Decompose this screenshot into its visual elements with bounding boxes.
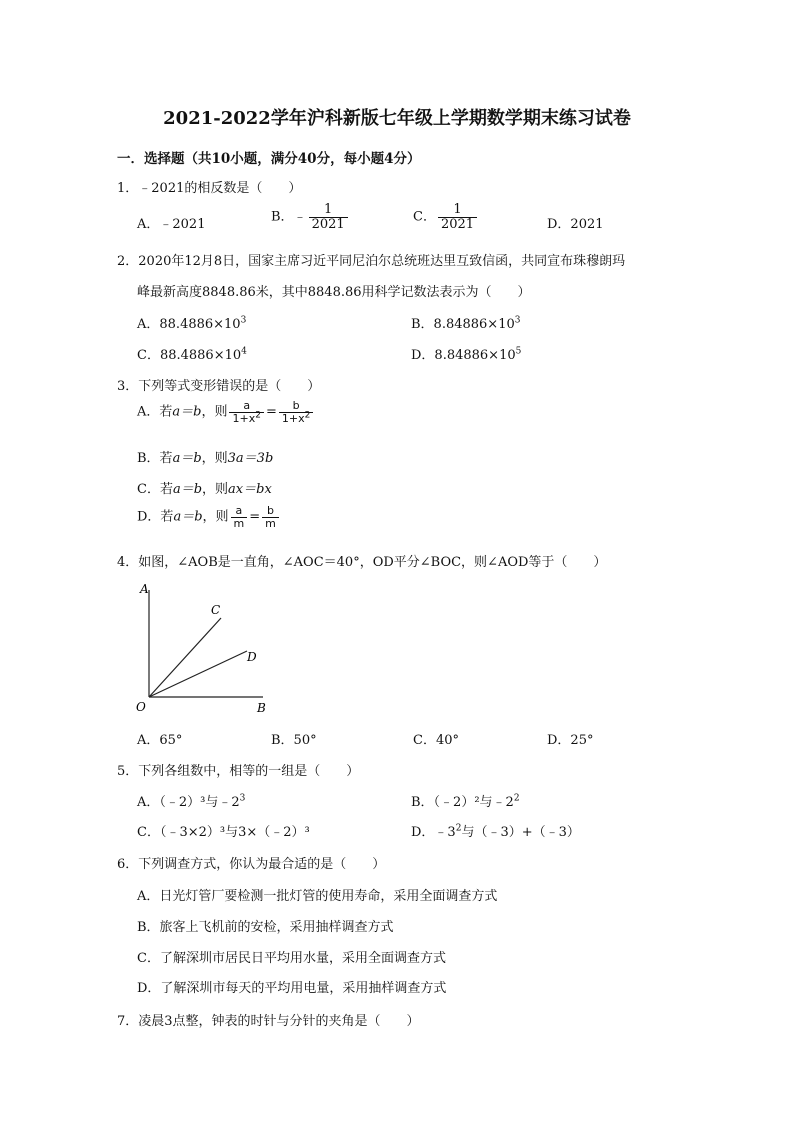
q3-c-prefix: C．若: [137, 482, 173, 497]
q2-c-exp: 4: [241, 346, 247, 357]
q3-a-frac-left: [229, 400, 263, 424]
q3-option-c: [137, 478, 272, 497]
question-2-stem-line1: 2．2020年12月8日，国家主席习近平同尼泊尔总统班达里互致信函，共同宣布珠穆朗玛: [117, 254, 626, 269]
q5-d-post: 与（﹣3）+（﹣3）: [461, 825, 580, 840]
q3-c-cond: a＝b: [172, 482, 203, 497]
question-4-stem: 4．如图，∠AOB是一直角，∠AOC＝40°，OD平分∠BOC，则∠AOD等于（ ）: [117, 555, 607, 570]
q2-option-b: [411, 313, 520, 332]
q1-option-c: [413, 203, 479, 231]
q3-a-num1: a: [243, 399, 251, 412]
q3-a-frac-right: [279, 400, 313, 424]
q2-b-exp: 3: [514, 315, 521, 326]
section-heading: 一．选择题（共10小题，满分40分，每小题4分）: [117, 151, 421, 167]
label-c: C: [211, 603, 221, 617]
q3-d-den1: m: [231, 517, 248, 530]
page-title: 2021-2022学年沪科新版七年级上学期数学期末练习试卷: [163, 108, 631, 129]
q4-option-c: C．40°: [413, 733, 459, 748]
q3-a-den1: [229, 409, 263, 425]
q6-option-d: D．了解深圳市每天的平均用电量，采用抽样调查方式: [137, 981, 447, 996]
q5-b-text: B．（﹣2）²与﹣2: [411, 795, 514, 810]
q1-b-fraction: [309, 203, 348, 231]
q3-a-den2-text: 1+x: [281, 411, 305, 425]
q6-option-a: A．日光灯管厂要检测一批灯管的使用寿命，采用全面调查方式: [137, 889, 498, 904]
q1-c-num: 1: [453, 202, 462, 217]
q1-option-a: A．﹣2021: [137, 217, 206, 232]
q3-a-prefix: A．若: [137, 404, 173, 420]
q3-b-then: ，则: [201, 451, 228, 466]
label-b: B: [257, 701, 266, 715]
q2-d-exp: 5: [515, 346, 522, 357]
q3-a-eq: =: [265, 404, 277, 420]
q2-option-d: [411, 344, 521, 363]
q2-a-text: A．88.4886×10: [137, 317, 241, 332]
q6-option-b: B．旅客上飞机前的安检，采用抽样调查方式: [137, 920, 394, 935]
q3-d-then: ，则: [202, 509, 229, 525]
q5-option-c: C．（﹣3×2）³与3×（﹣2）³: [137, 825, 310, 840]
ray-oc: [149, 618, 221, 697]
q5-a-exp: 3: [239, 793, 246, 804]
question-1-stem: 1．﹣2021的相反数是（ ）: [117, 181, 302, 196]
q1-c-prefix: C．: [413, 209, 436, 225]
q3-d-num2: b: [267, 504, 274, 517]
q1-b-num: 1: [323, 202, 333, 217]
q1-option-b: [271, 203, 350, 231]
q3-d-prefix: D．若: [137, 509, 174, 525]
q3-a-cond: a＝b: [172, 404, 202, 420]
q3-option-b: [137, 447, 273, 466]
q3-d-frac-right: [262, 505, 279, 529]
q1-b-prefix: B．﹣: [271, 209, 307, 225]
q3-d-eq: =: [249, 509, 261, 525]
q2-d-text: D．8.84886×10: [411, 348, 516, 363]
question-5-stem: 5．下列各组数中，相等的一组是（ ）: [117, 764, 360, 779]
q3-c-res: ax＝bx: [228, 482, 272, 497]
q2-c-text: C．88.4886×10: [137, 348, 242, 363]
label-d: D: [247, 650, 257, 664]
q5-option-b: [411, 791, 520, 810]
angle-figure: [128, 578, 278, 718]
q5-d-pre: D．﹣3: [411, 825, 456, 840]
q1-c-den: 2021: [438, 217, 477, 232]
q3-a-den2-exp: 2: [304, 409, 311, 420]
q3-a-den2: [279, 409, 313, 425]
q3-c-then: ，则: [202, 482, 229, 497]
q3-option-a: [137, 400, 315, 424]
q6-option-c: C．了解深圳市居民日平均用水量，采用全面调查方式: [137, 951, 446, 966]
q3-a-den1-exp: 2: [255, 409, 261, 420]
q2-option-c: [137, 344, 247, 363]
q1-b-den: 2021: [309, 217, 348, 232]
q3-d-den2: m: [262, 517, 279, 530]
q3-option-d: [137, 505, 281, 529]
question-2-stem-line2: 峰最新高度8848.86米，其中8848.86用科学记数法表示为（ ）: [137, 285, 531, 300]
q3-d-frac-left: [231, 505, 248, 529]
q3-b-prefix: B．若: [137, 451, 173, 466]
q2-b-text: B．8.84886×10: [411, 317, 515, 332]
q2-option-a: [137, 313, 246, 332]
q5-option-d: [411, 821, 580, 840]
q3-b-res: 3a＝3b: [227, 451, 274, 466]
label-a: A: [140, 582, 149, 596]
q4-option-b: B．50°: [271, 733, 317, 748]
q4-option-d: D．25°: [547, 733, 594, 748]
q3-b-cond: a＝b: [172, 451, 202, 466]
q5-a-text: A．（﹣2）³与﹣2: [137, 795, 240, 810]
q3-d-cond: a＝b: [173, 509, 203, 525]
question-6-stem: 6．下列调查方式，你认为最合适的是（ ）: [117, 857, 386, 872]
q4-option-a: A．65°: [137, 733, 183, 748]
q1-c-fraction: [438, 203, 477, 231]
q2-a-exp: 3: [240, 315, 247, 326]
label-o: O: [136, 700, 146, 714]
question-7-stem: 7．凌晨3点整，钟表的时针与分针的夹角是（ ）: [117, 1014, 420, 1029]
q3-a-then: ，则: [201, 404, 228, 420]
q1-option-d: D．2021: [547, 217, 604, 232]
q3-d-num1: a: [235, 504, 243, 517]
q3-a-den1-text: 1+x: [232, 411, 256, 425]
question-3-stem: 3．下列等式变形错误的是（ ）: [117, 379, 321, 394]
q5-option-a: [137, 791, 245, 810]
ray-od: [149, 651, 247, 697]
q5-b-exp: 2: [513, 793, 520, 804]
q3-a-num2: b: [292, 399, 300, 412]
q5-d-exp: 2: [455, 823, 462, 834]
